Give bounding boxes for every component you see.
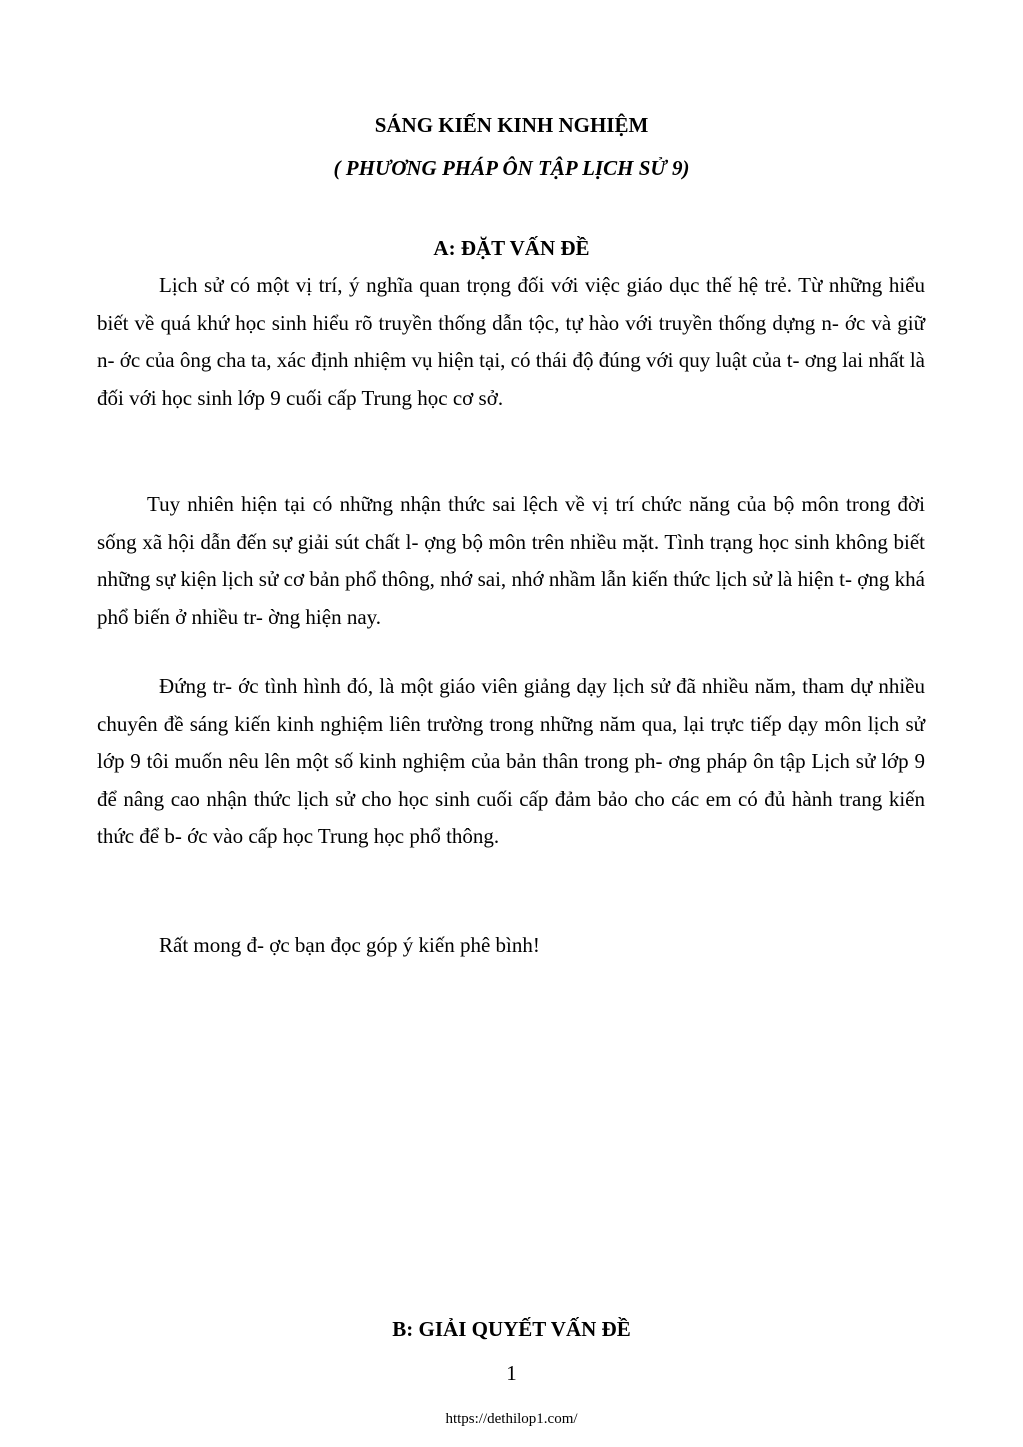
paragraph-4: Rất mong đ- ợc bạn đọc góp ý kiến phê bình!: [159, 933, 540, 957]
document-title: SÁNG KIẾN KINH NGHIỆM: [374, 113, 649, 137]
page-number: 1: [506, 1361, 517, 1385]
paragraph-1: Lịch sử có một vị trí, ý nghĩa quan trọng đối với việc giáo dục thế hệ trẻ. Từ những hiểu biết về quá khứ học sinh hiểu rõ truyền thống dẫn tộc, tự hào với truyền thống dựng n- ớc và giữ n- ớc của ông cha ta, xác định nhiệm vụ hiện tại, có thái độ đúng với quy luật của t- ơng lai nhất là đối với học sinh lớp 9 cuối cấp Trung học cơ sở.: [97, 273, 925, 410]
section-b-heading: B: GIẢI QUYẾT VẤN ĐỀ: [392, 1317, 631, 1341]
paragraph-3: Đứng tr- ớc tình hình đó, là một giáo viên giảng dạy lịch sử đã nhiều năm, tham dự nhiều chuyên đề sáng kiến kinh nghiệm liên trường trong những năm qua, lại trực tiếp dạy môn lịch sử lớp 9 tôi muốn nêu lên một số kinh nghiệm của bản thân trong ph- ơng pháp ôn tập Lịch sử lớp 9 để nâng cao nhận thức lịch sử cho học sinh cuối cấp đảm bảo cho các em có đủ hành trang kiến thức để b- ớc vào cấp học Trung học phổ thông.: [97, 674, 925, 848]
footer-url: https://dethilop1.com/: [445, 1411, 578, 1427]
section-a-heading: A: ĐẶT VẤN ĐỀ: [433, 236, 590, 260]
paragraph-2: Tuy nhiên hiện tại có những nhận thức sai lệch về vị trí chức năng của bộ môn trong đời sống xã hội dẫn đến sự giải sút chất l- ợng bộ môn trên nhiều mặt. Tình trạng học sinh không biết những sự kiện lịch sử cơ bản phổ thông, nhớ sai, nhớ nhầm lẫn kiến thức lịch sử là hiện t- ợng khá phổ biến ở nhiều tr- ờng hiện nay.: [97, 492, 925, 629]
document-subtitle: ( PHƯƠNG PHÁP ÔN TẬP LỊCH SỬ 9): [333, 156, 690, 180]
